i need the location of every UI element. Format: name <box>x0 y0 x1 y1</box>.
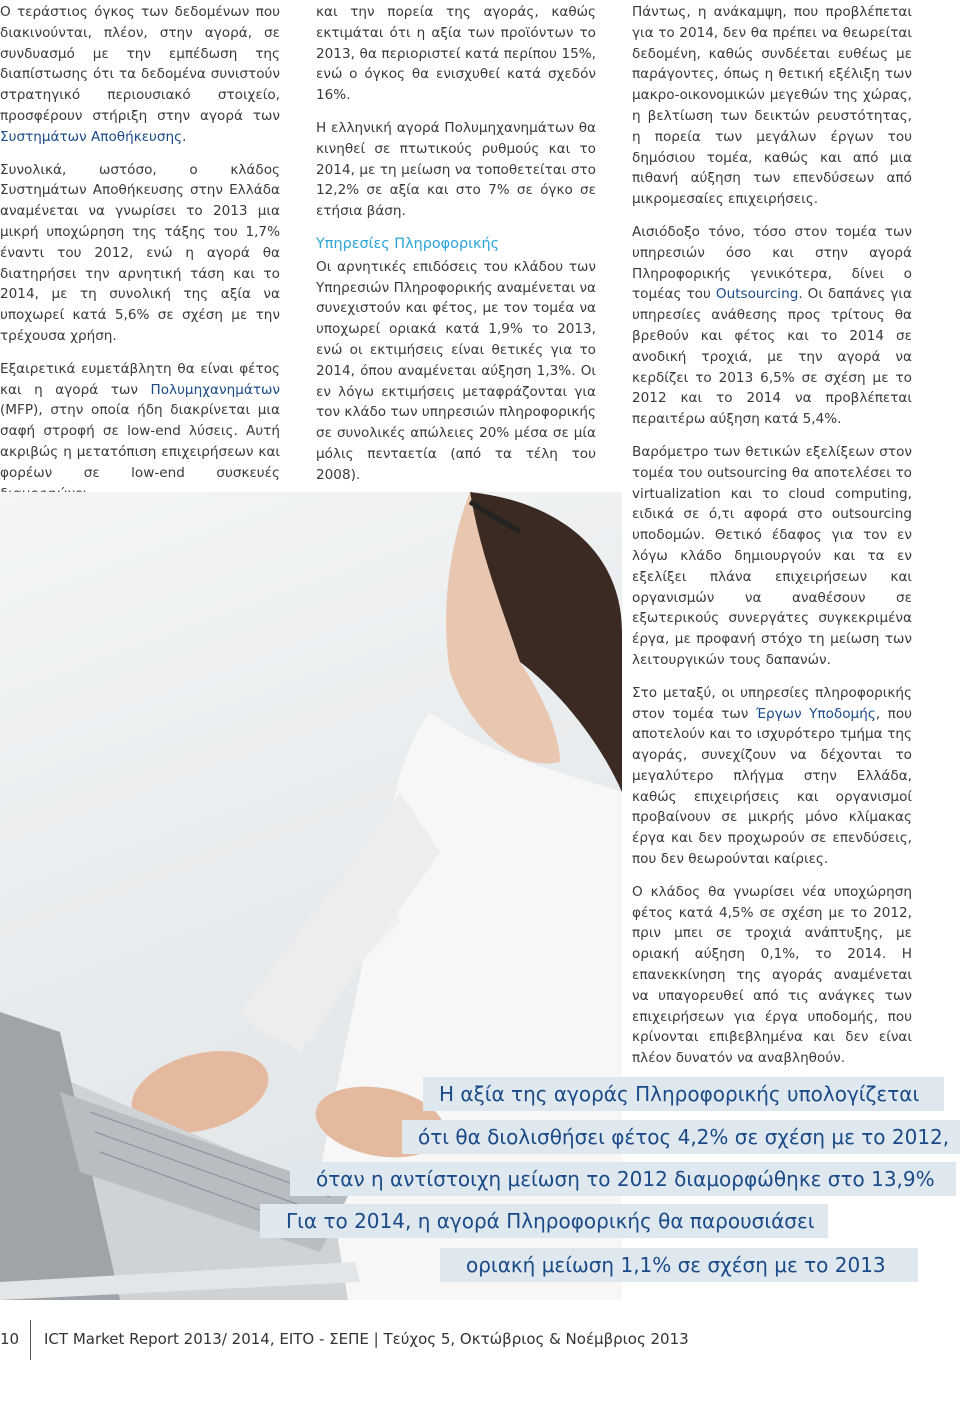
callout-line: Για το 2014, η αγορά Πληροφορικής θα παρουσιάσει <box>260 1204 828 1238</box>
paragraph: Οι αρνητικές επιδόσεις του κλάδου των Υπηρεσιών Πληροφορικής αναμένεται να συνεχιστούν και φέτος, με τον τομέα να υποχωρεί οριακά κατά 1,9% το 2013, ενώ οι εκτιμήσεις είναι θετικές για το 2014, όπου αναμένεται αύξηση 1,3%. Οι εν λόγω εκτιμήσεις μεταφράζονται για τον κλάδο των υπηρεσιών πληροφορικής σε συνολικές απώλειες 20% μέσα σε μία μόλις πενταετία (από τα τέλη του 2008). <box>316 258 596 483</box>
paragraph: και την πορεία της αγοράς, καθώς εκτιμάται ότι η αξία των προϊόντων το 2013, θα περιοριστεί κατά περίπου 15%, ενώ ο όγκος θα ενισχυθεί κατά σχεδόν 16%. <box>316 4 596 104</box>
paragraph: Ο κλάδος θα γνωρίσει νέα υποχώρηση φέτος κατά 4,5% σε σχέση με το 2012, πριν μπει σε τροχιά ανάπτυξης, με οριακή αύξηση 0,1%, το 2014. Η επανεκκίνηση της αγοράς αναμένεται να υπαγορευθεί από τις ανάγκες των επιχειρήσεων για έργα υποδομής, που κρίνονται επιβεβλημένα και δεν είναι πλέον δυνατόν να αναβληθούν. <box>632 883 912 1067</box>
highlight-term: Outsourcing <box>715 286 799 303</box>
callout-line: Η αξία της αγοράς Πληροφορικής υπολογίζεται <box>423 1077 944 1111</box>
article-column-2 <box>316 2 596 498</box>
paragraph: Στο μεταξύ, οι υπηρεσίες πληροφορικής στον τομέα των Έργων Υποδομής, που αποτελούν και το ισχυρότερο τμήμα της αγοράς, συνεχίζουν να δέχονται το μεγαλύτερο πλήγμα στην Ελλάδα, καθώς επιχειρήσεις και οργανισμοί προβαίνουν σε μικρής μόνο κλίμακας έργα και δεν προχωρούν σε επενδύσεις, που δεν θεωρούνται καίριες. <box>632 684 912 868</box>
section-heading: Υπηρεσίες Πληροφορικής <box>316 235 500 252</box>
article-column-1 <box>0 2 280 516</box>
paragraph: Ο τεράστιος όγκος των δεδομένων που διακινούνται, πλέον, στην αγορά, σε συνδυασμό με την εμπέδωση της διαπίστωσης ότι τα δεδομένα συνιστούν στρατηγικό περιουσιακό στοιχείο, προσφέρουν στήριξη στην αγορά των Συστημάτων Αποθήκευσης. <box>0 4 280 145</box>
callout-line: όταν η αντίστοιχη μείωση το 2012 διαμορφώθηκε στο 13,9% <box>290 1162 956 1196</box>
footer-title: ICT Market Report 2013/ 2014, ΕΙΤΟ - ΣΕΠΕ | Τεύχος 5, Οκτώβριος & Νοέμβριος 2013 <box>44 1330 689 1348</box>
highlight-term: Έργων Υποδομής <box>755 705 876 722</box>
footer-divider <box>30 1320 31 1360</box>
paragraph: Πάντως, η ανάκαμψη, που προβλέπεται για το 2014, δεν θα πρέπει να θεωρείται δεδομένη, καθώς συνδέεται ευθέως με παράγοντες, όπως η θετική εξέλιξη των μακρο-οικονομικών μεγεθών της χώρας, η βελτίωση των δεικτών ρευστότητας, η πορεία των μεγάλων έργων του δημόσιου τομέα, καθώς και από μια πιθανή αύξηση των επενδύσεων από μικρομεσαίες επιχειρήσεις. <box>632 4 912 208</box>
callout-line: ότι θα διολισθήσει φέτος 4,2% σε σχέση με το 2012, <box>402 1120 960 1154</box>
article-column-3 <box>632 2 912 1081</box>
paragraph: Βαρόμετρο των θετικών εξελίξεων στον τομέα του outsourcing θα αποτελέσει το virtualization και το cloud computing, ειδικά σε ό,τι αφορά στο outsourcing υποδομών. Θετικό έδαφος για τον εν λόγω κλάδο δημιουργούν και τα εν εξελίξει πλάνα επιχειρήσεων και οργανισμών να αναθέσουν σε εξωτερικούς συνεργάτες συγκεκριμένα έργα, με προφανή στόχο τη μείωση των λειτουργικών τους δαπανών. <box>632 443 912 668</box>
highlight-term: Συστημάτων Αποθήκευσης <box>0 128 183 145</box>
page-number: 10 <box>0 1330 20 1348</box>
paragraph: Αισιόδοξο τόνο, τόσο στον τομέα των υπηρεσιών όσο και στην αγορά Πληροφορικής γενικότερα, δίνει ο τομέας του Outsourcing. Οι δαπάνες για υπηρεσίες ανάθεσης προς τρίτους θα βρεθούν και φέτος και το 2014 σε ανοδική τροχιά, με την αγορά να κερδίζει το 2013 6,5% σε σχέση με το 2012 και το 2014 να προβλέπεται περαιτέρω αύξηση κατά 5,4%. <box>632 223 912 428</box>
page-footer <box>0 1320 960 1360</box>
paragraph: Συνολικά, ωστόσο, ο κλάδος Συστημάτων Αποθήκευσης στην Ελλάδα αναμένεται να γνωρίσει το 2013 μια μικρή υποχώρηση της τάξης του 1,7% έναντι του 2012, ενώ η αγορά θα διατηρήσει την αρνητική τάση και το 2014, με τη συνολική της αξία να υποχωρεί κατά 5,6% σε σχέση με την τρέχουσα χρήση. <box>0 161 280 344</box>
paragraph: Η ελληνική αγορά Πολυμηχανημάτων θα κινηθεί σε πτωτικούς ρυθμούς και το 2014, με τη μείωση να τοποθετείται στο 12,2% σε αξία και στο 7% σε όγκο σε ετήσια βάση. <box>316 119 596 220</box>
callout-line: οριακή μείωση 1,1% σε σχέση με το 2013 <box>440 1248 918 1282</box>
paragraph: Εξαιρετικά ευμετάβλητη θα είναι φέτος και η αγορά των Πολυμηχανημάτων (MFP), στην οποία ήδη διακρίνεται μια σαφή στροφή σε low-end λύσεις. Αυτή ακριβώς η μετατόπιση επιχειρήσεων και φορέων σε low-end συσκευές <box>0 360 280 481</box>
highlight-term: Πολυμηχανημάτων <box>150 381 280 398</box>
